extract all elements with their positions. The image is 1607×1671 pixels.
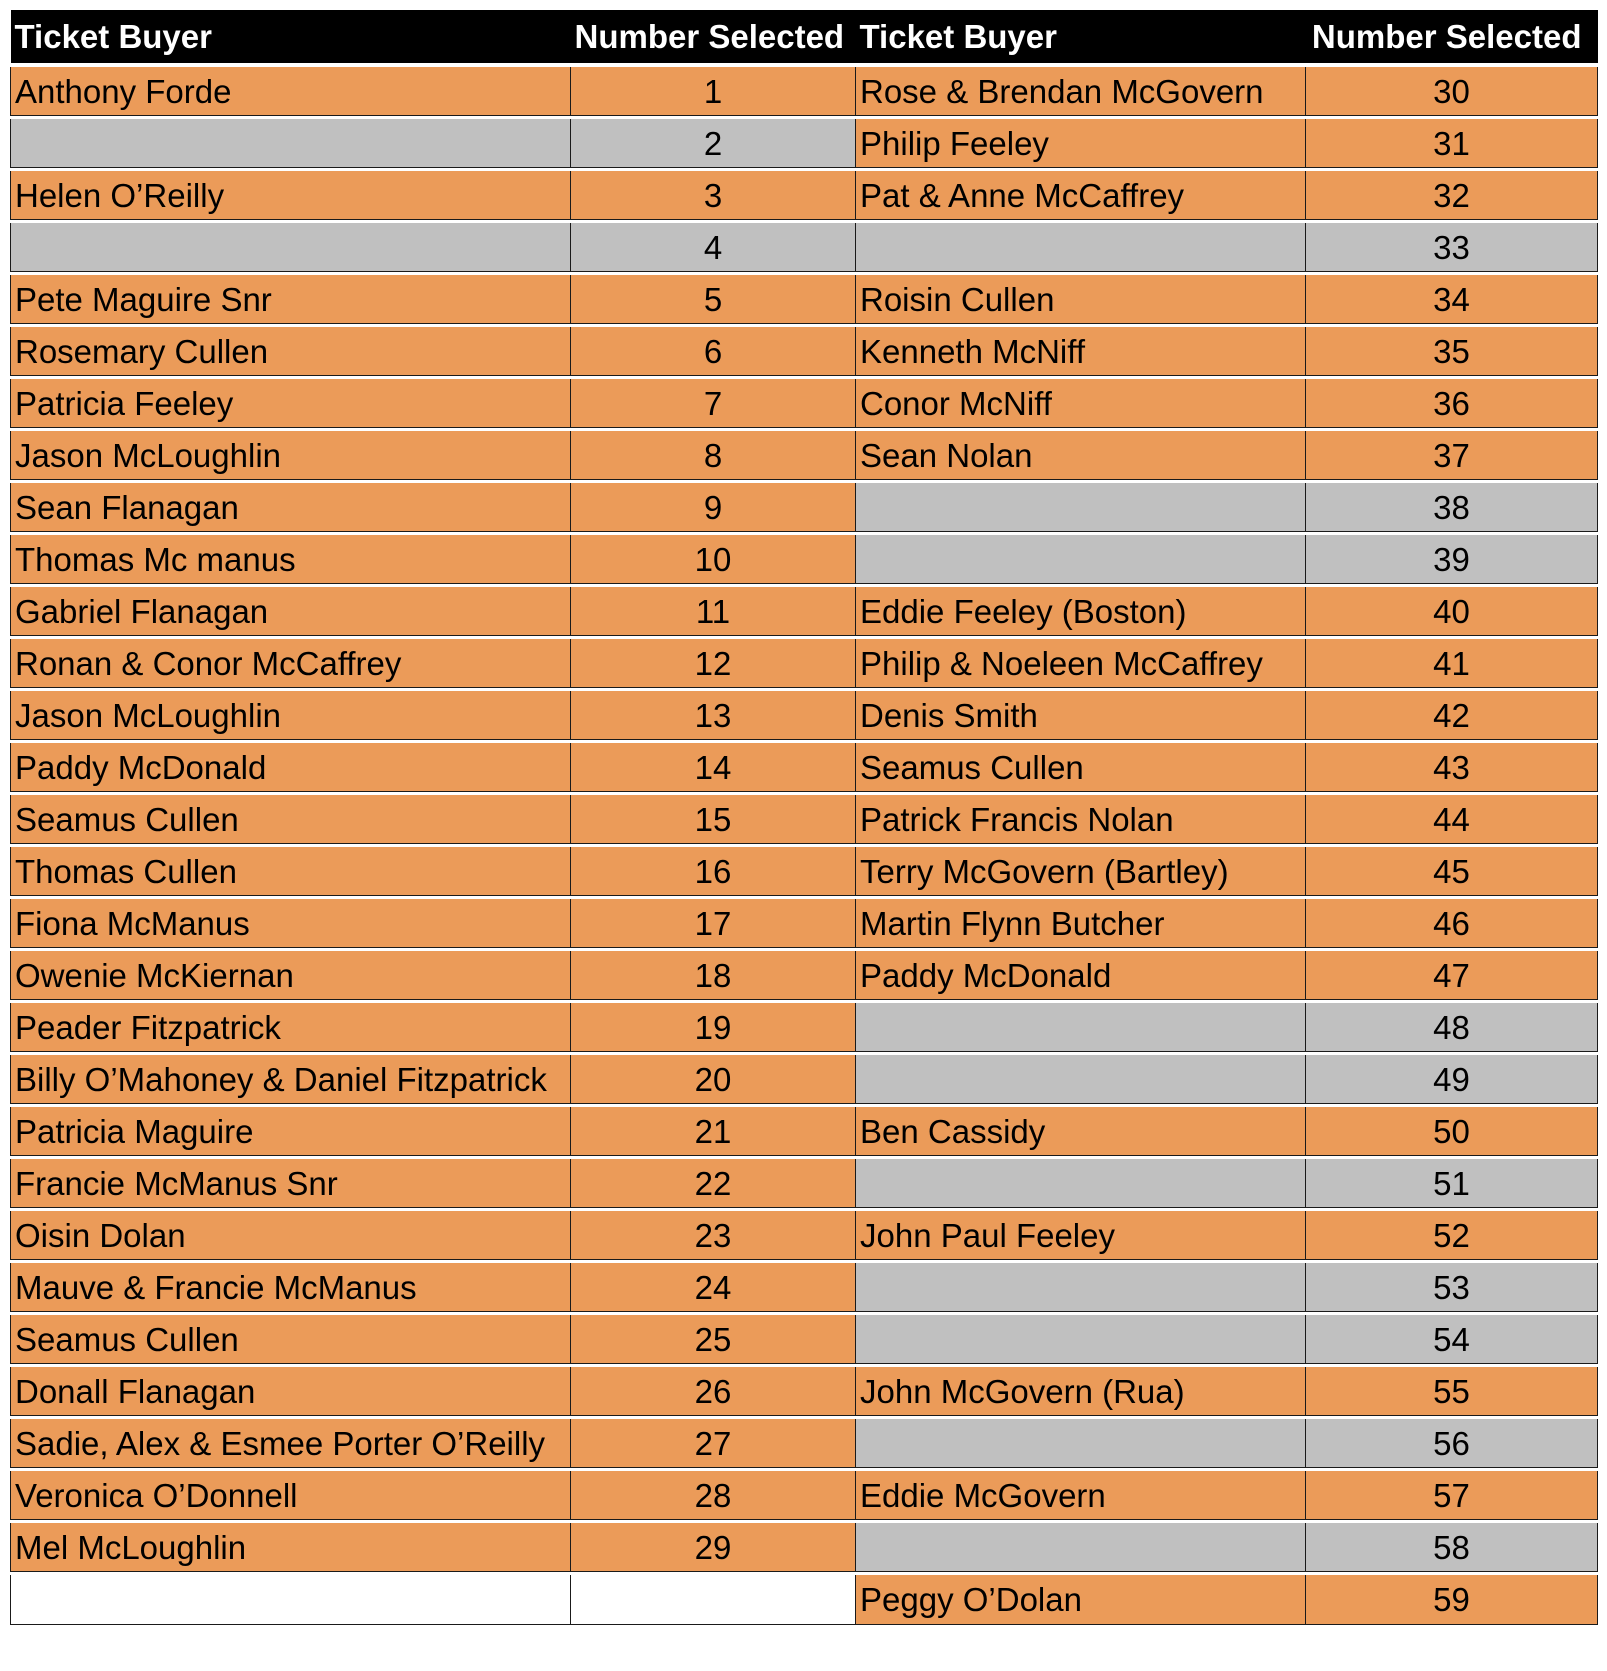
right-buyer-cell bbox=[856, 222, 1306, 274]
right-number-cell: 45 bbox=[1306, 846, 1598, 898]
left-number-cell: 2 bbox=[571, 118, 856, 170]
left-buyer-cell: Peader Fitzpatrick bbox=[11, 1002, 571, 1054]
table-row bbox=[11, 1418, 1598, 1470]
right-number-cell: 33 bbox=[1306, 222, 1598, 274]
left-buyer-cell bbox=[11, 222, 571, 274]
left-number-cell: 3 bbox=[571, 170, 856, 222]
right-buyer-cell: Philip & Noeleen McCaffrey bbox=[856, 638, 1306, 690]
right-buyer-cell bbox=[856, 1522, 1306, 1574]
left-number-cell: 7 bbox=[571, 378, 856, 430]
header-right-buyer: Ticket Buyer bbox=[856, 10, 1306, 65]
left-number-cell: 20 bbox=[571, 1054, 856, 1106]
table-row bbox=[11, 65, 1598, 118]
table-row bbox=[11, 222, 1598, 274]
left-buyer-cell: Jason McLoughlin bbox=[11, 690, 571, 742]
left-number-cell: 10 bbox=[571, 534, 856, 586]
left-number-cell: 24 bbox=[571, 1262, 856, 1314]
left-number-cell: 22 bbox=[571, 1158, 856, 1210]
table-row bbox=[11, 378, 1598, 430]
left-number-cell: 28 bbox=[571, 1470, 856, 1522]
right-number-cell: 30 bbox=[1306, 65, 1598, 118]
right-buyer-cell bbox=[856, 482, 1306, 534]
right-buyer-cell: Martin Flynn Butcher bbox=[856, 898, 1306, 950]
left-number-cell: 8 bbox=[571, 430, 856, 482]
left-buyer-cell: Billy O’Mahoney & Daniel Fitzpatrick bbox=[11, 1054, 571, 1106]
left-number-cell: 17 bbox=[571, 898, 856, 950]
table-row bbox=[11, 170, 1598, 222]
table-row bbox=[11, 1262, 1598, 1314]
right-number-cell: 52 bbox=[1306, 1210, 1598, 1262]
table-row bbox=[11, 1002, 1598, 1054]
table-row bbox=[11, 482, 1598, 534]
table-row bbox=[11, 638, 1598, 690]
left-buyer-cell: Jason McLoughlin bbox=[11, 430, 571, 482]
table-row bbox=[11, 1210, 1598, 1262]
header-right-number: Number Selected bbox=[1306, 10, 1598, 65]
left-number-cell: 13 bbox=[571, 690, 856, 742]
table-row bbox=[11, 430, 1598, 482]
left-buyer-cell: Patricia Feeley bbox=[11, 378, 571, 430]
right-number-cell: 58 bbox=[1306, 1522, 1598, 1574]
right-number-cell: 36 bbox=[1306, 378, 1598, 430]
table-row bbox=[11, 586, 1598, 638]
table-row bbox=[11, 1574, 1598, 1625]
left-buyer-cell: Veronica O’Donnell bbox=[11, 1470, 571, 1522]
right-buyer-cell: Kenneth McNiff bbox=[856, 326, 1306, 378]
left-buyer-cell: Rosemary Cullen bbox=[11, 326, 571, 378]
left-number-cell: 14 bbox=[571, 742, 856, 794]
table-row bbox=[11, 1054, 1598, 1106]
right-number-cell: 59 bbox=[1306, 1574, 1598, 1625]
ticket-table bbox=[10, 10, 1598, 1625]
left-buyer-cell: Thomas Mc manus bbox=[11, 534, 571, 586]
right-buyer-cell: John Paul Feeley bbox=[856, 1210, 1306, 1262]
left-number-cell: 11 bbox=[571, 586, 856, 638]
right-buyer-cell: Denis Smith bbox=[856, 690, 1306, 742]
right-number-cell: 34 bbox=[1306, 274, 1598, 326]
right-buyer-cell: Peggy O’Dolan bbox=[856, 1574, 1306, 1625]
right-number-cell: 31 bbox=[1306, 118, 1598, 170]
table-row bbox=[11, 950, 1598, 1002]
left-buyer-cell: Anthony Forde bbox=[11, 65, 571, 118]
table-row bbox=[11, 1106, 1598, 1158]
header-row bbox=[11, 10, 1598, 65]
right-buyer-cell bbox=[856, 1158, 1306, 1210]
right-number-cell: 51 bbox=[1306, 1158, 1598, 1210]
table-row bbox=[11, 1522, 1598, 1574]
left-number-cell: 15 bbox=[571, 794, 856, 846]
left-number-cell: 6 bbox=[571, 326, 856, 378]
left-number-cell: 5 bbox=[571, 274, 856, 326]
right-buyer-cell: Paddy McDonald bbox=[856, 950, 1306, 1002]
right-number-cell: 57 bbox=[1306, 1470, 1598, 1522]
right-buyer-cell: Patrick Francis Nolan bbox=[856, 794, 1306, 846]
right-number-cell: 40 bbox=[1306, 586, 1598, 638]
right-buyer-cell: Rose & Brendan McGovern bbox=[856, 65, 1306, 118]
right-buyer-cell bbox=[856, 1314, 1306, 1366]
right-buyer-cell: John McGovern (Rua) bbox=[856, 1366, 1306, 1418]
right-number-cell: 39 bbox=[1306, 534, 1598, 586]
left-buyer-cell: Mel McLoughlin bbox=[11, 1522, 571, 1574]
header-left-buyer: Ticket Buyer bbox=[11, 10, 571, 65]
right-number-cell: 35 bbox=[1306, 326, 1598, 378]
right-buyer-cell: Ben Cassidy bbox=[856, 1106, 1306, 1158]
left-buyer-cell bbox=[11, 118, 571, 170]
table-row bbox=[11, 690, 1598, 742]
table-row bbox=[11, 1314, 1598, 1366]
right-buyer-cell: Seamus Cullen bbox=[856, 742, 1306, 794]
table-row bbox=[11, 326, 1598, 378]
left-number-cell: 19 bbox=[571, 1002, 856, 1054]
left-buyer-cell: Owenie McKiernan bbox=[11, 950, 571, 1002]
left-number-cell bbox=[571, 1574, 856, 1625]
right-number-cell: 48 bbox=[1306, 1002, 1598, 1054]
right-buyer-cell: Pat & Anne McCaffrey bbox=[856, 170, 1306, 222]
right-buyer-cell bbox=[856, 1418, 1306, 1470]
right-number-cell: 37 bbox=[1306, 430, 1598, 482]
right-number-cell: 47 bbox=[1306, 950, 1598, 1002]
left-buyer-cell: Mauve & Francie McManus bbox=[11, 1262, 571, 1314]
right-buyer-cell: Terry McGovern (Bartley) bbox=[856, 846, 1306, 898]
left-buyer-cell: Oisin Dolan bbox=[11, 1210, 571, 1262]
right-buyer-cell bbox=[856, 1262, 1306, 1314]
right-buyer-cell bbox=[856, 534, 1306, 586]
left-number-cell: 12 bbox=[571, 638, 856, 690]
right-number-cell: 50 bbox=[1306, 1106, 1598, 1158]
right-buyer-cell bbox=[856, 1002, 1306, 1054]
left-buyer-cell: Francie McManus Snr bbox=[11, 1158, 571, 1210]
left-number-cell: 21 bbox=[571, 1106, 856, 1158]
left-buyer-cell: Sean Flanagan bbox=[11, 482, 571, 534]
right-number-cell: 32 bbox=[1306, 170, 1598, 222]
right-number-cell: 44 bbox=[1306, 794, 1598, 846]
header-left-number: Number Selected bbox=[571, 10, 856, 65]
right-number-cell: 42 bbox=[1306, 690, 1598, 742]
right-buyer-cell: Eddie McGovern bbox=[856, 1470, 1306, 1522]
left-buyer-cell: Ronan & Conor McCaffrey bbox=[11, 638, 571, 690]
left-buyer-cell: Seamus Cullen bbox=[11, 794, 571, 846]
right-number-cell: 55 bbox=[1306, 1366, 1598, 1418]
table-row bbox=[11, 742, 1598, 794]
right-buyer-cell: Roisin Cullen bbox=[856, 274, 1306, 326]
table-row bbox=[11, 1366, 1598, 1418]
right-buyer-cell bbox=[856, 1054, 1306, 1106]
left-buyer-cell: Pete Maguire Snr bbox=[11, 274, 571, 326]
left-buyer-cell: Patricia Maguire bbox=[11, 1106, 571, 1158]
right-number-cell: 46 bbox=[1306, 898, 1598, 950]
right-buyer-cell: Sean Nolan bbox=[856, 430, 1306, 482]
right-number-cell: 41 bbox=[1306, 638, 1598, 690]
left-number-cell: 9 bbox=[571, 482, 856, 534]
right-buyer-cell: Eddie Feeley (Boston) bbox=[856, 586, 1306, 638]
left-buyer-cell: Thomas Cullen bbox=[11, 846, 571, 898]
right-buyer-cell: Conor McNiff bbox=[856, 378, 1306, 430]
ticket-sheet bbox=[10, 10, 1597, 1658]
left-buyer-cell: Paddy McDonald bbox=[11, 742, 571, 794]
right-buyer-cell: Philip Feeley bbox=[856, 118, 1306, 170]
left-number-cell: 27 bbox=[571, 1418, 856, 1470]
left-number-cell: 18 bbox=[571, 950, 856, 1002]
left-number-cell: 25 bbox=[571, 1314, 856, 1366]
right-number-cell: 38 bbox=[1306, 482, 1598, 534]
left-buyer-cell bbox=[11, 1574, 571, 1625]
left-buyer-cell: Helen O’Reilly bbox=[11, 170, 571, 222]
left-buyer-cell: Sadie, Alex & Esmee Porter O’Reilly bbox=[11, 1418, 571, 1470]
table-row bbox=[11, 118, 1598, 170]
left-buyer-cell: Donall Flanagan bbox=[11, 1366, 571, 1418]
left-buyer-cell: Fiona McManus bbox=[11, 898, 571, 950]
right-number-cell: 43 bbox=[1306, 742, 1598, 794]
table-row bbox=[11, 794, 1598, 846]
right-number-cell: 54 bbox=[1306, 1314, 1598, 1366]
ticket-rows bbox=[11, 65, 1598, 1625]
left-number-cell: 23 bbox=[571, 1210, 856, 1262]
right-number-cell: 49 bbox=[1306, 1054, 1598, 1106]
table-row bbox=[11, 898, 1598, 950]
table-row bbox=[11, 846, 1598, 898]
table-row bbox=[11, 534, 1598, 586]
table-row bbox=[11, 274, 1598, 326]
left-number-cell: 16 bbox=[571, 846, 856, 898]
left-buyer-cell: Seamus Cullen bbox=[11, 1314, 571, 1366]
left-buyer-cell: Gabriel Flanagan bbox=[11, 586, 571, 638]
left-number-cell: 1 bbox=[571, 65, 856, 118]
left-number-cell: 29 bbox=[571, 1522, 856, 1574]
right-number-cell: 53 bbox=[1306, 1262, 1598, 1314]
left-number-cell: 4 bbox=[571, 222, 856, 274]
table-row bbox=[11, 1470, 1598, 1522]
left-number-cell: 26 bbox=[571, 1366, 856, 1418]
table-row bbox=[11, 1158, 1598, 1210]
right-number-cell: 56 bbox=[1306, 1418, 1598, 1470]
